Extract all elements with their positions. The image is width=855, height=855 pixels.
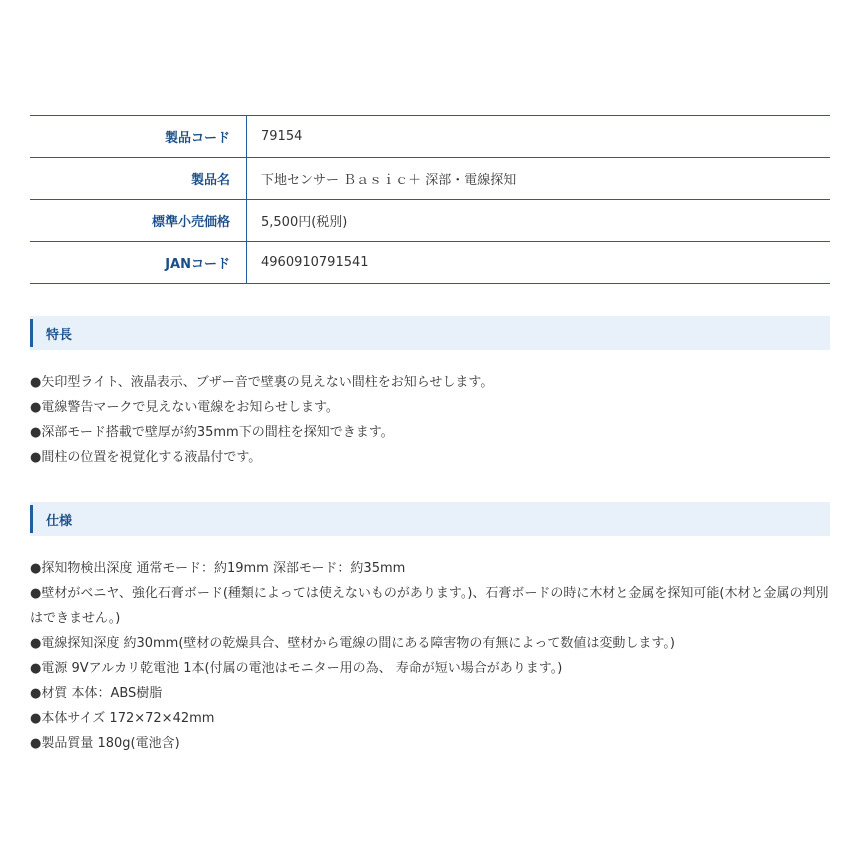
list-item: ●本体サイズ 172×72×42mm <box>30 711 215 726</box>
features-title: 特長 <box>46 327 73 343</box>
row-value: 5,500円(税別) <box>261 215 348 230</box>
list-item: ●電線警告マークで見えない電線をお知らせします。 <box>30 400 339 415</box>
row-value: 下地センサー Ｂａｓｉｃ＋ 深部・電線探知 <box>261 173 517 188</box>
features-list <box>30 370 830 470</box>
row-value: 79154 <box>261 129 303 144</box>
table-row <box>30 200 830 242</box>
list-item: ●探知物検出深度 通常モード：約19mm 深部モード：約35mm <box>30 561 406 576</box>
specs-heading <box>30 502 830 536</box>
list-item: ●壁材がベニヤ、強化石膏ボード(種類によっては使えないものがあります。)、石膏ボードの時に木材と金属を探知可能(木材と金属の判別はできません。) <box>30 586 829 626</box>
product-table <box>30 115 830 284</box>
specs-title: 仕様 <box>46 513 73 529</box>
table-row <box>30 158 830 200</box>
list-item: ●間柱の位置を視覚化する液晶付です。 <box>30 450 262 465</box>
row-label: 標準小売価格 <box>30 200 247 242</box>
list-item: ●矢印型ライト、液晶表示、ブザー音で壁裏の見えない間柱をお知らせします。 <box>30 375 494 390</box>
list-item: ●電線探知深度 約30mm(壁材の乾燥具合、壁材から電線の間にある障害物の有無によって数値は変動します。) <box>30 636 675 651</box>
features-heading <box>30 316 830 350</box>
row-label: 製品名 <box>30 158 247 200</box>
specs-list <box>30 556 830 756</box>
table-row <box>30 242 830 284</box>
list-item: ●電源 9Vアルカリ乾電池 1本(付属の電池はモニター用の為、 寿命が短い場合があります。) <box>30 661 563 676</box>
row-label: 製品コード <box>30 116 247 158</box>
table-row <box>30 116 830 158</box>
list-item: ●製品質量 180g(電池含) <box>30 736 180 751</box>
heading-accent-bar <box>30 319 33 347</box>
list-item: ●材質 本体：ABS樹脂 <box>30 686 163 701</box>
row-label: JANコード <box>30 242 247 284</box>
row-value: 4960910791541 <box>261 255 369 270</box>
heading-accent-bar <box>30 505 33 533</box>
list-item: ●深部モード搭載で壁厚が約35mm下の間柱を探知できます。 <box>30 425 394 440</box>
product-info <box>30 115 830 756</box>
